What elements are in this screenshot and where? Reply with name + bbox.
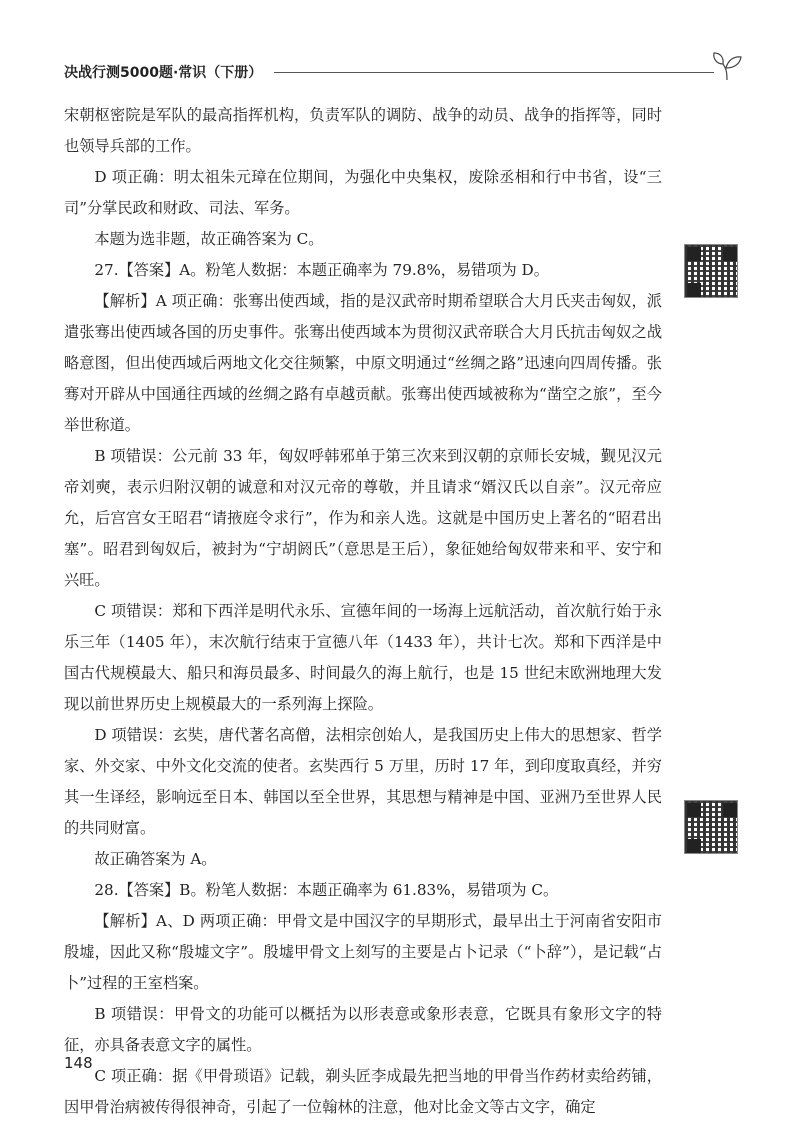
paragraph: C 项正确：据《甲骨琐语》记载，剃头匠李成最先把当地的甲骨当作药材卖给药铺，因甲骨治病被传得很神奇，引起了一位翰林的注意，他对比金文等古文字，确定 bbox=[64, 1067, 662, 1116]
answer-heading-28: 28.【答案】B。粉笔人数据：本题正确率为 61.83%，易错项为 C。 bbox=[94, 881, 559, 899]
sprout-icon bbox=[710, 48, 744, 82]
page-number: 148 bbox=[64, 1054, 93, 1072]
qr-code-icon bbox=[684, 244, 738, 298]
page-header bbox=[64, 48, 744, 88]
paragraph: 【解析】A、D 两项正确：甲骨文是中国汉字的早期形式，最早出土于河南省安阳市殷墟，因此又称“殷墟文字”。殷墟甲骨文上刻写的主要是占卜记录（“卜辞”），是记载“占卜”过程的王室档案。 bbox=[64, 912, 662, 992]
paragraph: B 项错误：公元前 33 年，匈奴呼韩邪单于第三次来到汉朝的京师长安城，觐见汉元帝刘奭，表示归附汉朝的诚意和对汉元帝的尊敬，并且请求“婿汉氏以自亲”。汉元帝应允，后宫宫女王昭君“请掖庭令求行”，作为和亲人选。这就是中国历史上著名的“昭君出塞”。昭君到匈奴后，被封为“宁胡阏氏”（意思是王后），象征她给匈奴带来和平、安宁和兴旺。 bbox=[64, 447, 662, 589]
paragraph: 本题为选非题，故正确答案为 C。 bbox=[94, 230, 324, 248]
paragraph: 【解析】A 项正确：张骞出使西域，指的是汉武帝时期希望联合大月氏夹击匈奴，派遣张骞出使西域各国的历史事件。张骞出使西域本为贯彻汉武帝联合大月氏抗击匈奴之战略意图，但出使西域后两地文化交往频繁，中原文明通过“丝绸之路”迅速向四周传播。张骞对开辟从中国通往西域的丝绸之路有卓越贡献。张骞出使西域被称为“凿空之旅”，至今举世称道。 bbox=[64, 292, 662, 434]
paragraph: D 项正确：明太祖朱元璋在位期间，为强化中央集权，废除丞相和行中书省，设“三司”分掌民政和财政、司法、军务。 bbox=[64, 168, 662, 217]
answer-heading-27: 27.【答案】A。粉笔人数据：本题正确率为 79.8%，易错项为 D。 bbox=[94, 261, 549, 279]
paragraph: C 项错误：郑和下西洋是明代永乐、宣德年间的一场海上远航活动，首次航行始于永乐三年（1405 年），末次航行结束于宣德八年（1433 年），共计七次。郑和下西洋是中国古代规模最大、船只和海员最多、时间最久的海上航行，也是 15 世纪末欧洲地理大发现以前世界历史上规模最大的一系列海上探险。 bbox=[64, 602, 662, 713]
page-content bbox=[64, 100, 662, 1123]
qr-code-icon bbox=[684, 800, 738, 854]
paragraph: B 项错误：甲骨文的功能可以概括为以形表意或象形表意，它既具有象形文字的特征，亦具备表意文字的属性。 bbox=[64, 1005, 662, 1054]
header-rule bbox=[274, 72, 714, 73]
paragraph: 宋朝枢密院是军队的最高指挥机构，负责军队的调防、战争的动员、战争的指挥等，同时也领导兵部的工作。 bbox=[64, 106, 662, 155]
paragraph: D 项错误：玄奘，唐代著名高僧，法相宗创始人，是我国历史上伟大的思想家、哲学家、外交家、中外文化交流的使者。玄奘西行 5 万里，历时 17 年，到印度取真经，并穷其一生译经，影响远至日本、韩国以至全世界，其思想与精神是中国、亚洲乃至世界人民的共同财富。 bbox=[64, 726, 662, 837]
running-title: 决战行测5000题·常识（下册） bbox=[64, 65, 263, 81]
paragraph: 故正确答案为 A。 bbox=[94, 850, 217, 868]
